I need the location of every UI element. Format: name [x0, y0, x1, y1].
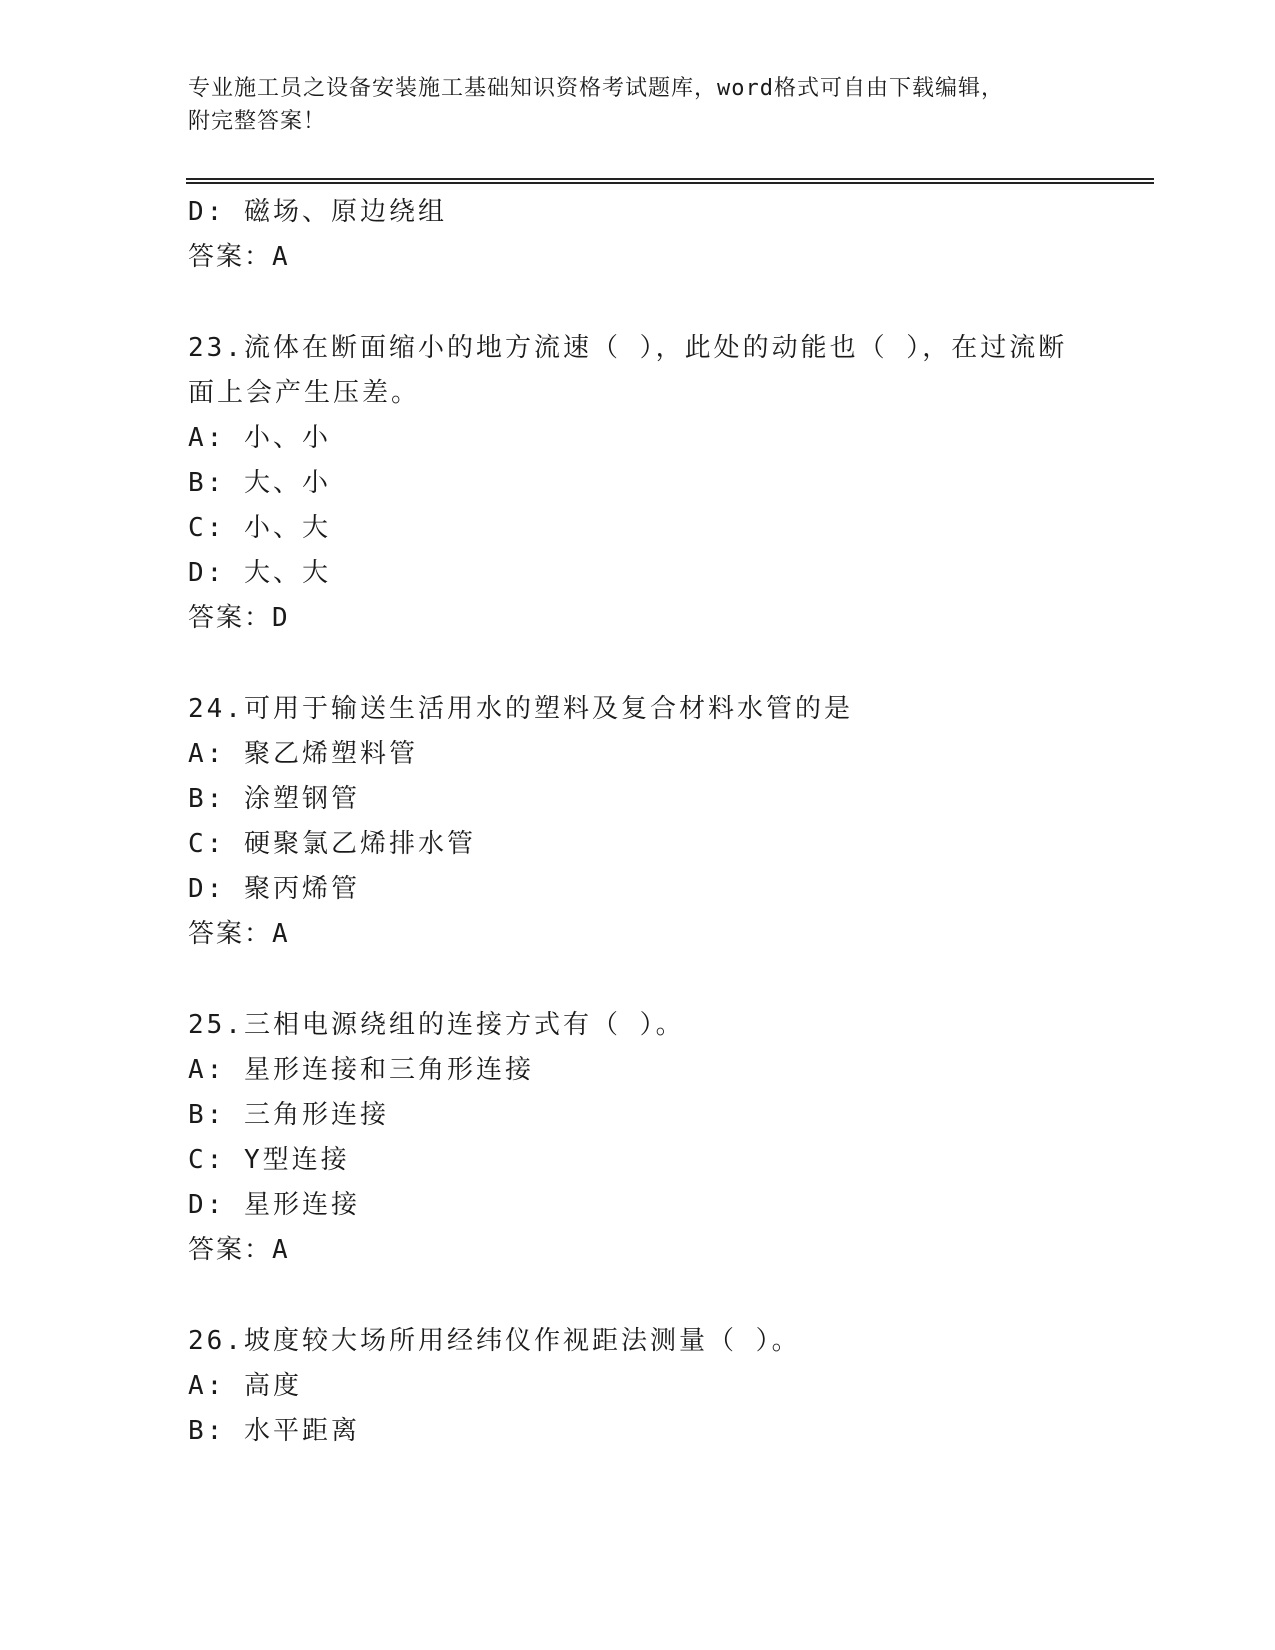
- header-line-2: 附完整答案！: [188, 109, 327, 134]
- answer-label: 答案：: [188, 919, 273, 949]
- question-stem: 24.可用于输送生活用水的塑料及复合材料水管的是: [188, 694, 853, 724]
- question-stem-continued: 面上会产生压差。: [188, 378, 421, 408]
- question-stem: 26.坡度较大场所用经纬仪作视距法测量（ ）。: [188, 1326, 801, 1356]
- answer-label: 答案：: [188, 1235, 273, 1265]
- answer-line: [188, 235, 1088, 280]
- spacer: [188, 1273, 1088, 1319]
- option-b: B: 三角形连接: [188, 1100, 389, 1130]
- answer-line: [188, 1228, 1088, 1273]
- option-a: A: 高度: [188, 1371, 302, 1401]
- option-c: C: 小、大: [188, 513, 331, 543]
- answer-label: 答案：: [188, 603, 273, 633]
- answer-value: D: [272, 603, 290, 633]
- question-list: [188, 190, 1088, 1454]
- question-23: [188, 326, 1088, 641]
- option-d: D: 磁场、原边绕组: [188, 197, 447, 227]
- question-25: [188, 1003, 1088, 1273]
- answer-line: [188, 912, 1088, 957]
- option-d: D: 聚丙烯管: [188, 874, 360, 904]
- answer-line: [188, 596, 1088, 641]
- option-d: D: 星形连接: [188, 1190, 360, 1220]
- question-26: [188, 1319, 1088, 1454]
- answer-value: A: [272, 919, 290, 949]
- option-b: B: 涂塑钢管: [188, 784, 360, 814]
- document-header: [188, 72, 1088, 138]
- option-a: A: 星形连接和三角形连接: [188, 1055, 534, 1085]
- option-b: B: 水平距离: [188, 1416, 360, 1446]
- header-divider-bottom: [186, 182, 1154, 184]
- spacer: [188, 280, 1088, 326]
- option-c: C: 硬聚氯乙烯排水管: [188, 829, 476, 859]
- header-line-1: 专业施工员之设备安装施工基础知识资格考试题库，word格式可自由下载编辑，: [188, 76, 1004, 101]
- option-c: C: Y型连接: [188, 1145, 350, 1175]
- question-stem: 23.流体在断面缩小的地方流速（ ），此处的动能也（ ），在过流断: [188, 333, 1068, 363]
- question-24: [188, 687, 1088, 957]
- spacer: [188, 641, 1088, 687]
- header-divider-top: [186, 178, 1154, 180]
- option-a: A: 聚乙烯塑料管: [188, 739, 418, 769]
- answer-value: A: [272, 242, 290, 272]
- option-a: A: 小、小: [188, 423, 331, 453]
- question-stem: 25.三相电源绕组的连接方式有（ ）。: [188, 1010, 685, 1040]
- option-b: B: 大、小: [188, 468, 331, 498]
- spacer: [188, 957, 1088, 1003]
- answer-value: A: [272, 1235, 290, 1265]
- answer-label: 答案：: [188, 242, 273, 272]
- option-d: D: 大、大: [188, 558, 331, 588]
